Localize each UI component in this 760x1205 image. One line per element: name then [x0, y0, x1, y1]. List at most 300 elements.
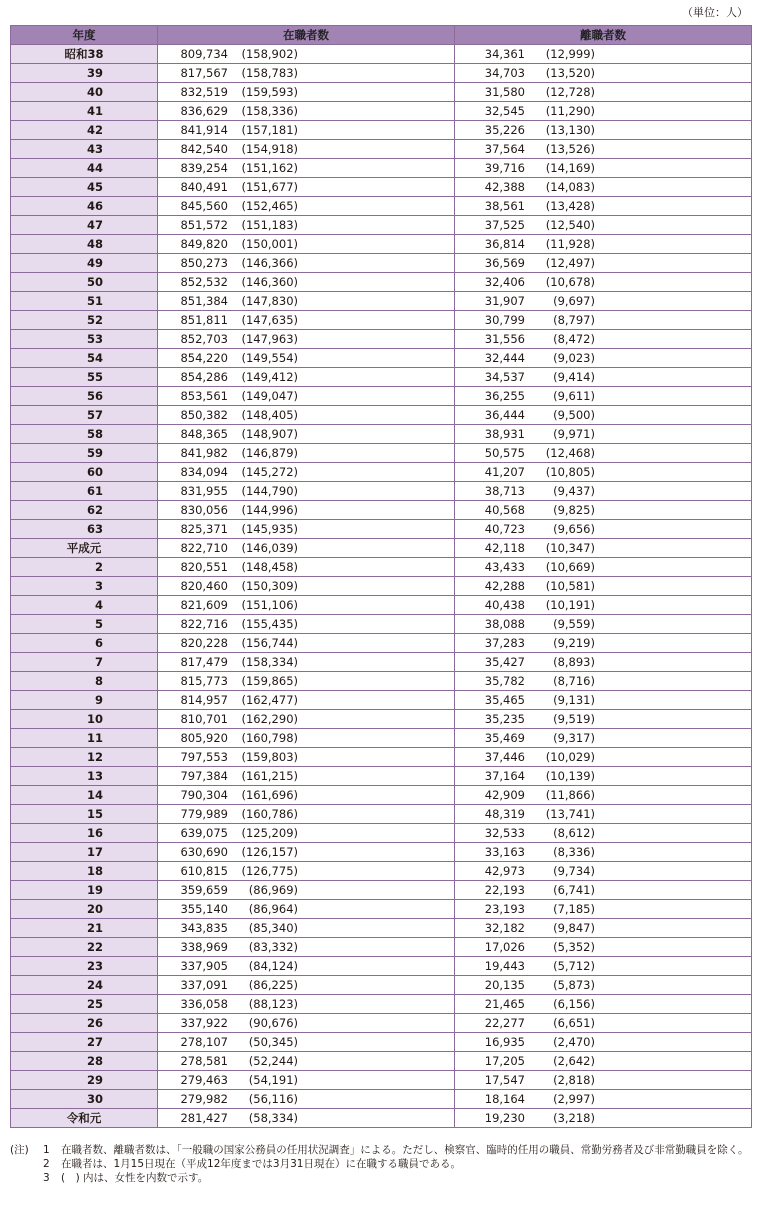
separations-total: 42,909 [484, 788, 525, 802]
employees-female: (144,790) [241, 484, 298, 498]
employees-cell [158, 900, 455, 919]
separations-cell [455, 824, 752, 843]
separations-cell [455, 672, 752, 691]
employees-total: 854,220 [180, 351, 228, 365]
separations-cell [455, 64, 752, 83]
separations-total: 33,163 [484, 845, 525, 859]
table-header-row [11, 26, 752, 45]
employees-female: (156,744) [241, 636, 298, 650]
year-cell: 43 [11, 140, 158, 159]
separations-total: 37,283 [484, 636, 525, 650]
year-cell: 28 [11, 1052, 158, 1071]
employees-total: 359,659 [180, 883, 228, 897]
table-row [11, 159, 752, 178]
table-body [11, 45, 752, 1128]
employees-total: 820,228 [180, 636, 228, 650]
separations-female: (2,997) [553, 1092, 595, 1106]
employees-total: 842,540 [180, 142, 228, 156]
employees-cell [158, 767, 455, 786]
employees-cell [158, 938, 455, 957]
employees-total: 815,773 [180, 674, 228, 688]
separations-total: 35,235 [484, 712, 525, 726]
employees-cell [158, 729, 455, 748]
employees-total: 337,091 [180, 978, 228, 992]
employees-female: (150,001) [241, 237, 298, 251]
separations-female: (10,805) [545, 465, 595, 479]
separations-cell [455, 406, 752, 425]
separations-total: 41,207 [484, 465, 525, 479]
employees-female: (149,412) [241, 370, 298, 384]
table-row [11, 843, 752, 862]
separations-cell [455, 1109, 752, 1128]
employees-cell [158, 862, 455, 881]
separations-female: (8,336) [553, 845, 595, 859]
table-row [11, 729, 752, 748]
employees-cell [158, 824, 455, 843]
separations-cell [455, 463, 752, 482]
employees-female: (154,918) [241, 142, 298, 156]
employees-total: 630,690 [180, 845, 228, 859]
employees-female: (148,458) [241, 560, 298, 574]
employees-cell [158, 292, 455, 311]
employees-female: (83,332) [248, 940, 298, 954]
separations-total: 17,205 [484, 1054, 525, 1068]
employees-cell [158, 786, 455, 805]
year-cell: 46 [11, 197, 158, 216]
separations-cell [455, 710, 752, 729]
separations-total: 37,164 [484, 769, 525, 783]
employees-female: (147,830) [241, 294, 298, 308]
year-cell: 53 [11, 330, 158, 349]
separations-female: (6,651) [553, 1016, 595, 1030]
employees-cell [158, 501, 455, 520]
separations-total: 39,716 [484, 161, 525, 175]
separations-cell [455, 83, 752, 102]
employees-cell [158, 197, 455, 216]
employees-cell [158, 1052, 455, 1071]
separations-cell [455, 976, 752, 995]
employees-total: 854,286 [180, 370, 228, 384]
table-row [11, 805, 752, 824]
employees-cell [158, 121, 455, 140]
year-cell: 12 [11, 748, 158, 767]
separations-cell [455, 197, 752, 216]
separations-cell [455, 425, 752, 444]
table-row [11, 102, 752, 121]
employees-total: 817,567 [180, 66, 228, 80]
separations-cell [455, 501, 752, 520]
employees-female: (152,465) [241, 199, 298, 213]
employees-female: (159,593) [241, 85, 298, 99]
employees-cell [158, 520, 455, 539]
separations-cell [455, 919, 752, 938]
separations-total: 16,935 [484, 1035, 525, 1049]
year-cell: 21 [11, 919, 158, 938]
employees-total: 790,304 [180, 788, 228, 802]
year-cell: 27 [11, 1033, 158, 1052]
table-row [11, 425, 752, 444]
employees-cell [158, 1071, 455, 1090]
year-cell: 7 [11, 653, 158, 672]
year-cell: 40 [11, 83, 158, 102]
separations-female: (9,437) [553, 484, 595, 498]
separations-cell [455, 45, 752, 64]
separations-female: (9,519) [553, 712, 595, 726]
employees-cell [158, 1109, 455, 1128]
separations-female: (8,612) [553, 826, 595, 840]
separations-total: 48,319 [484, 807, 525, 821]
table-row [11, 710, 752, 729]
year-cell: 63 [11, 520, 158, 539]
employees-female: (146,879) [241, 446, 298, 460]
year-cell: 2 [11, 558, 158, 577]
table-row [11, 748, 752, 767]
employees-total: 822,710 [180, 541, 228, 555]
separations-cell [455, 577, 752, 596]
separations-female: (9,131) [553, 693, 595, 707]
employees-total: 852,532 [180, 275, 228, 289]
year-cell: 11 [11, 729, 158, 748]
separations-total: 36,444 [484, 408, 525, 422]
table-row [11, 596, 752, 615]
year-cell: 58 [11, 425, 158, 444]
separations-total: 20,135 [484, 978, 525, 992]
separations-cell [455, 634, 752, 653]
separations-total: 34,361 [484, 47, 525, 61]
employees-cell [158, 1033, 455, 1052]
table-row [11, 501, 752, 520]
employees-female: (88,123) [248, 997, 298, 1011]
employees-cell [158, 748, 455, 767]
year-cell: 15 [11, 805, 158, 824]
employees-female: (84,124) [248, 959, 298, 973]
employees-cell [158, 425, 455, 444]
table-row [11, 995, 752, 1014]
separations-cell [455, 596, 752, 615]
table-row [11, 558, 752, 577]
table-row [11, 1090, 752, 1109]
employees-female: (56,116) [248, 1092, 298, 1106]
employees-total: 281,427 [180, 1111, 228, 1125]
employees-total: 852,703 [180, 332, 228, 346]
employees-female: (145,935) [241, 522, 298, 536]
separations-cell [455, 1033, 752, 1052]
employees-total: 836,629 [180, 104, 228, 118]
year-cell: 30 [11, 1090, 158, 1109]
table-row [11, 634, 752, 653]
year-cell: 56 [11, 387, 158, 406]
separations-cell [455, 900, 752, 919]
footnote-number: 3 [43, 1172, 50, 1184]
table-row [11, 444, 752, 463]
table-row [11, 1052, 752, 1071]
employees-cell [158, 539, 455, 558]
employees-cell [158, 387, 455, 406]
employees-cell [158, 235, 455, 254]
separations-female: (9,656) [553, 522, 595, 536]
separations-total: 40,723 [484, 522, 525, 536]
separations-total: 42,973 [484, 864, 525, 878]
employees-female: (149,554) [241, 351, 298, 365]
employees-female: (126,157) [241, 845, 298, 859]
separations-female: (12,999) [545, 47, 595, 61]
separations-cell [455, 957, 752, 976]
table-row [11, 64, 752, 83]
year-cell: 54 [11, 349, 158, 368]
footnote-1 [10, 1143, 755, 1157]
employees-total: 848,365 [180, 427, 228, 441]
table-row [11, 938, 752, 957]
separations-cell [455, 691, 752, 710]
year-cell: 52 [11, 311, 158, 330]
employees-total: 809,734 [180, 47, 228, 61]
year-cell: 29 [11, 1071, 158, 1090]
table-row [11, 311, 752, 330]
employees-total: 797,384 [180, 769, 228, 783]
employees-female: (126,775) [241, 864, 298, 878]
year-cell: 62 [11, 501, 158, 520]
table-row [11, 539, 752, 558]
separations-total: 36,255 [484, 389, 525, 403]
table-row [11, 349, 752, 368]
year-cell: 13 [11, 767, 158, 786]
employees-total: 851,572 [180, 218, 228, 232]
separations-cell [455, 273, 752, 292]
separations-female: (12,728) [545, 85, 595, 99]
employees-total: 805,920 [180, 731, 228, 745]
table-row [11, 881, 752, 900]
employees-total: 851,384 [180, 294, 228, 308]
separations-female: (9,971) [553, 427, 595, 441]
year-cell: 49 [11, 254, 158, 273]
employees-total: 337,922 [180, 1016, 228, 1030]
separations-female: (11,928) [545, 237, 595, 251]
year-cell: 25 [11, 995, 158, 1014]
separations-total: 36,814 [484, 237, 525, 251]
employees-female: (158,902) [241, 47, 298, 61]
employee-statistics-table [10, 25, 752, 1128]
separations-cell [455, 140, 752, 159]
employees-female: (158,783) [241, 66, 298, 80]
separations-cell [455, 558, 752, 577]
separations-total: 38,088 [484, 617, 525, 631]
employees-total: 853,561 [180, 389, 228, 403]
table-row [11, 976, 752, 995]
separations-female: (13,520) [545, 66, 595, 80]
employees-cell [158, 254, 455, 273]
employees-total: 839,254 [180, 161, 228, 175]
year-cell: 19 [11, 881, 158, 900]
employees-total: 639,075 [180, 826, 228, 840]
separations-female: (12,497) [545, 256, 595, 270]
separations-female: (9,023) [553, 351, 595, 365]
separations-female: (12,468) [545, 446, 595, 460]
footnote-number: 2 [43, 1158, 50, 1170]
separations-cell [455, 482, 752, 501]
year-cell: 60 [11, 463, 158, 482]
separations-cell [455, 102, 752, 121]
year-cell: 9 [11, 691, 158, 710]
separations-female: (8,716) [553, 674, 595, 688]
separations-female: (9,611) [553, 389, 595, 403]
table-row [11, 786, 752, 805]
table-row [11, 292, 752, 311]
employees-female: (157,181) [241, 123, 298, 137]
employees-female: (161,696) [241, 788, 298, 802]
separations-cell [455, 615, 752, 634]
employees-cell [158, 805, 455, 824]
table-row [11, 254, 752, 273]
footnotes [10, 1143, 755, 1185]
employees-female: (146,366) [241, 256, 298, 270]
employees-cell [158, 273, 455, 292]
separations-cell [455, 767, 752, 786]
employees-cell [158, 45, 455, 64]
employees-total: 830,056 [180, 503, 228, 517]
separations-cell [455, 862, 752, 881]
separations-cell [455, 254, 752, 273]
employees-total: 840,491 [180, 180, 228, 194]
employees-cell [158, 311, 455, 330]
year-cell: 6 [11, 634, 158, 653]
employees-cell [158, 444, 455, 463]
employees-female: (155,435) [241, 617, 298, 631]
separations-total: 22,193 [484, 883, 525, 897]
table-row [11, 216, 752, 235]
employees-female: (162,477) [241, 693, 298, 707]
year-cell: 42 [11, 121, 158, 140]
employees-female: (144,996) [241, 503, 298, 517]
footnote-mark: (注) [10, 1144, 29, 1156]
employees-cell [158, 843, 455, 862]
employees-female: (52,244) [248, 1054, 298, 1068]
employees-cell [158, 596, 455, 615]
employees-total: 338,969 [180, 940, 228, 954]
year-cell: 令和元 [11, 1109, 158, 1128]
employees-female: (160,786) [241, 807, 298, 821]
year-cell: 45 [11, 178, 158, 197]
separations-female: (8,797) [553, 313, 595, 327]
table-row [11, 672, 752, 691]
separations-cell [455, 216, 752, 235]
table-row [11, 862, 752, 881]
separations-total: 19,230 [484, 1111, 525, 1125]
separations-female: (8,472) [553, 332, 595, 346]
separations-female: (8,893) [553, 655, 595, 669]
table-row [11, 1033, 752, 1052]
employees-female: (125,209) [241, 826, 298, 840]
employees-total: 279,982 [180, 1092, 228, 1106]
separations-female: (10,139) [545, 769, 595, 783]
table-row [11, 824, 752, 843]
year-cell: 10 [11, 710, 158, 729]
separations-female: (9,414) [553, 370, 595, 384]
separations-cell [455, 881, 752, 900]
header-separations: 離職者数 [455, 26, 752, 45]
separations-female: (13,130) [545, 123, 595, 137]
employees-total: 817,479 [180, 655, 228, 669]
employees-total: 832,519 [180, 85, 228, 99]
year-cell: 57 [11, 406, 158, 425]
employees-cell [158, 976, 455, 995]
employees-female: (54,191) [248, 1073, 298, 1087]
employees-total: 850,273 [180, 256, 228, 270]
separations-total: 37,564 [484, 142, 525, 156]
employees-cell [158, 463, 455, 482]
employees-female: (159,803) [241, 750, 298, 764]
separations-total: 37,525 [484, 218, 525, 232]
table-row [11, 653, 752, 672]
separations-female: (9,697) [553, 294, 595, 308]
employees-cell [158, 1014, 455, 1033]
employees-female: (148,907) [241, 427, 298, 441]
table-row [11, 387, 752, 406]
separations-cell [455, 729, 752, 748]
employees-female: (90,676) [248, 1016, 298, 1030]
employees-total: 822,716 [180, 617, 228, 631]
year-cell: 41 [11, 102, 158, 121]
separations-total: 32,444 [484, 351, 525, 365]
table-row [11, 767, 752, 786]
separations-female: (6,741) [553, 883, 595, 897]
separations-female: (9,219) [553, 636, 595, 650]
year-cell: 55 [11, 368, 158, 387]
separations-female: (10,191) [545, 598, 595, 612]
separations-cell [455, 653, 752, 672]
employees-cell [158, 995, 455, 1014]
employees-cell [158, 330, 455, 349]
separations-cell [455, 938, 752, 957]
table-row [11, 900, 752, 919]
employees-total: 797,553 [180, 750, 228, 764]
separations-total: 17,547 [484, 1073, 525, 1087]
separations-total: 42,118 [484, 541, 525, 555]
employees-cell [158, 691, 455, 710]
separations-female: (10,669) [545, 560, 595, 574]
separations-total: 17,026 [484, 940, 525, 954]
separations-female: (10,581) [545, 579, 595, 593]
header-year: 年度 [11, 26, 158, 45]
employees-female: (151,677) [241, 180, 298, 194]
separations-female: (5,712) [553, 959, 595, 973]
employees-total: 825,371 [180, 522, 228, 536]
employees-total: 851,811 [180, 313, 228, 327]
table-row [11, 178, 752, 197]
unit-label: （単位：人） [682, 6, 748, 19]
separations-female: (9,734) [553, 864, 595, 878]
employees-cell [158, 577, 455, 596]
separations-total: 42,388 [484, 180, 525, 194]
employees-cell [158, 159, 455, 178]
employees-cell [158, 349, 455, 368]
year-cell: 18 [11, 862, 158, 881]
separations-total: 31,907 [484, 294, 525, 308]
separations-cell [455, 387, 752, 406]
employees-cell [158, 368, 455, 387]
year-cell: 14 [11, 786, 158, 805]
year-cell: 61 [11, 482, 158, 501]
table-row [11, 235, 752, 254]
separations-total: 32,406 [484, 275, 525, 289]
year-cell: 22 [11, 938, 158, 957]
employees-female: (146,360) [241, 275, 298, 289]
year-cell: 50 [11, 273, 158, 292]
separations-total: 18,164 [484, 1092, 525, 1106]
separations-female: (7,185) [553, 902, 595, 916]
employees-cell [158, 615, 455, 634]
employees-total: 336,058 [180, 997, 228, 1011]
employees-total: 279,463 [180, 1073, 228, 1087]
